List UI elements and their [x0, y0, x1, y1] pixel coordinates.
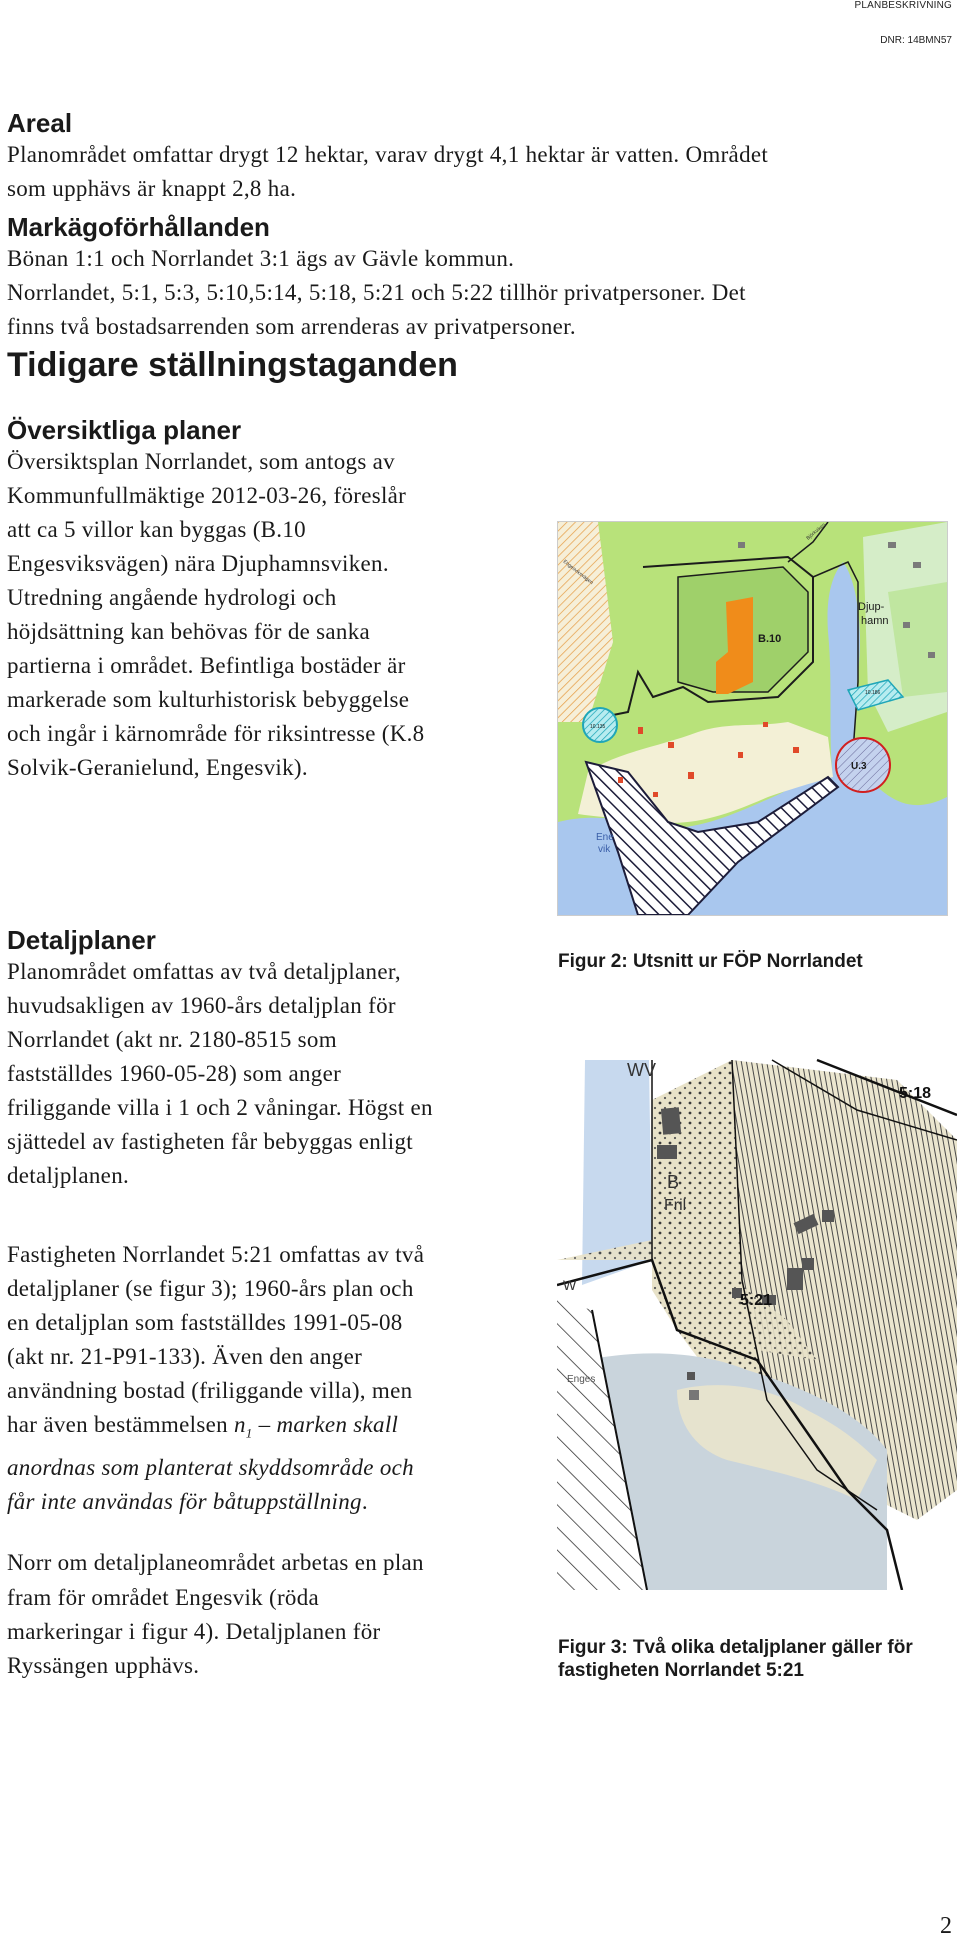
- map-building: [618, 777, 623, 783]
- text-line: som upphävs är knappt 2,8 ha.: [7, 176, 297, 201]
- text-line: markerade som kulturhistorisk bebyggelse: [7, 687, 410, 712]
- figure-2-svg: [558, 522, 947, 915]
- map-label-djup: Djup-: [858, 601, 885, 613]
- text-line-italic: [7, 1485, 424, 1519]
- figure-3-caption: [558, 1636, 913, 1682]
- map-label-ene: Ene: [596, 832, 614, 843]
- map3-label-fril: Fril: [664, 1197, 687, 1214]
- oversikt-paragraph: [7, 445, 425, 785]
- header-doc-type: PLANBESKRIVNING: [854, 0, 952, 11]
- regulation-n: n: [233, 1412, 246, 1437]
- map-building: [668, 742, 674, 748]
- map-label-road: Engesviksvägen: [561, 558, 595, 586]
- map3-label-b: B: [667, 1172, 680, 1192]
- regulation-text: får inte användas för båtuppställning: [7, 1488, 362, 1514]
- map-house: [913, 562, 921, 568]
- map-house: [738, 542, 745, 548]
- detalj-paragraph: [7, 955, 433, 1193]
- map3-house: [802, 1258, 814, 1270]
- text-line: markeringar i figur 4). Detaljplanen för: [7, 1619, 381, 1644]
- norr-paragraph: [7, 1546, 424, 1683]
- text-line: Solvik-Geranielund, Engesvik).: [7, 755, 308, 780]
- regulation-text: – marken skall: [252, 1412, 399, 1437]
- text-line: att ca 5 villor kan byggas (B.10: [7, 517, 306, 542]
- text-line: Norr om detaljplaneområdet arbetas en plan: [7, 1550, 424, 1575]
- text-line: Ryssängen upphävs.: [7, 1653, 200, 1678]
- text-line: en detaljplan som fastställdes 1991-05-08: [7, 1310, 403, 1335]
- text-span: .: [361, 1488, 368, 1514]
- map-label-number: 10.186: [865, 690, 881, 696]
- text-line: huvudsakligen av 1960-års detaljplan för: [7, 993, 396, 1018]
- text-line-italic: [7, 1451, 424, 1485]
- text-line: Utredning angående hydrologi och: [7, 585, 337, 610]
- text-line: sjättedel av fastigheten får bebyggas enligt: [7, 1129, 413, 1154]
- map-building: [638, 727, 643, 734]
- map-house: [903, 622, 910, 628]
- map3-house: [687, 1372, 695, 1380]
- map-label-vik: vik: [598, 844, 611, 855]
- text-line: Planområdet omfattar drygt 12 hektar, varav drygt 4,1 hektar är vatten. Området: [7, 142, 769, 167]
- regulation-text: anordnas som planterat skyddsområde och: [7, 1454, 414, 1480]
- header-dnr: DNR: 14BMN57: [880, 35, 952, 46]
- map3-label-enges: Enges: [567, 1374, 596, 1385]
- map-label-u3: U.3: [851, 761, 867, 772]
- map-label-b10: B.10: [758, 633, 782, 645]
- regulation-n-sub: 1: [245, 1425, 253, 1441]
- heading-markagoforhallanden: Markägoförhållanden: [7, 212, 270, 242]
- text-line: och ingår i kärnområde för riksintresse (K.8: [7, 721, 425, 746]
- map3-label-518: 5:18: [899, 1085, 932, 1102]
- map3-house: [657, 1145, 677, 1159]
- map-building: [763, 722, 768, 727]
- heading-tidigare: Tidigare ställningstaganden: [7, 346, 458, 384]
- text-line: Norrlandet, 5:1, 5:3, 5:10,5:14, 5:18, 5:21 och 5:22 tillhör privatpersoner. Det: [7, 280, 746, 305]
- text-line: Kommunfullmäktige 2012-03-26, föreslår: [7, 483, 407, 508]
- text-line: Översiktsplan Norrlandet, som antogs av: [7, 449, 395, 474]
- text-line: partierna i området. Befintliga bostäder är: [7, 653, 406, 678]
- map-label-number: 10.135: [590, 724, 606, 730]
- text-line: Planområdet omfattas av två detaljplaner,: [7, 959, 401, 984]
- text-line: höjdsättning kan behövas för de sanka: [7, 619, 371, 644]
- map-house: [928, 652, 935, 658]
- text-line: friliggande villa i 1 och 2 våningar. Högst en: [7, 1095, 433, 1120]
- map-building: [793, 747, 799, 753]
- figure-2-map: [557, 521, 948, 916]
- text-line: Bönan 1:1 och Norrlandet 3:1 ägs av Gävle kommun.: [7, 246, 515, 271]
- figure-3-svg: [557, 1030, 957, 1590]
- figure-3-map: [557, 1030, 957, 1590]
- map3-house: [822, 1210, 834, 1222]
- map3-house: [787, 1268, 803, 1290]
- map3-house: [661, 1107, 681, 1134]
- map-building: [653, 792, 658, 797]
- map3-house: [689, 1390, 699, 1400]
- text-line: (akt nr. 21-P91-133). Även den anger: [7, 1344, 363, 1369]
- caption-line: Figur 3: Två olika detaljplaner gäller för: [558, 1637, 913, 1658]
- text-line: detaljplaner (se figur 3); 1960-års plan och: [7, 1276, 414, 1301]
- map-building: [688, 772, 694, 779]
- heading-detaljplaner: Detaljplaner: [7, 925, 156, 955]
- mark-paragraph: [7, 242, 746, 344]
- map3-label-wv: WV: [627, 1060, 656, 1080]
- map-label-road: Björkviken: [805, 522, 827, 542]
- text-line-mixed: [7, 1408, 424, 1451]
- text-line: användning bostad (friliggande villa), men: [7, 1378, 413, 1403]
- text-span: har även bestämmelsen: [7, 1412, 234, 1437]
- map-building: [738, 752, 743, 758]
- text-line: detaljplanen.: [7, 1163, 130, 1188]
- text-line: fram för området Engesvik (röda: [7, 1585, 320, 1610]
- map3-label-w: W: [563, 1277, 577, 1293]
- text-line: Fastigheten Norrlandet 5:21 omfattas av två: [7, 1242, 425, 1267]
- heading-areal: Areal: [7, 108, 73, 138]
- heading-oversiktliga-planer: Översiktliga planer: [7, 415, 242, 445]
- map-label-hamn: hamn: [861, 615, 889, 627]
- map3-label-521: 5:21: [740, 1292, 773, 1309]
- text-line: finns två bostadsarrenden som arrenderas av privatpersoner.: [7, 314, 576, 339]
- figure-2-caption: Figur 2: Utsnitt ur FÖP Norrlandet: [558, 951, 863, 972]
- text-line: Engesviksvägen) nära Djuphamnsviken.: [7, 551, 389, 576]
- areal-paragraph: [7, 138, 768, 206]
- page-number: 2: [940, 1913, 952, 1939]
- text-line: fastställdes 1960-05-28) som anger: [7, 1061, 342, 1086]
- caption-line: fastigheten Norrlandet 5:21: [558, 1660, 804, 1681]
- text-line: Norrlandet (akt nr. 2180-8515 som: [7, 1027, 337, 1052]
- map-house: [888, 542, 896, 548]
- fastighet-paragraph: [7, 1238, 424, 1519]
